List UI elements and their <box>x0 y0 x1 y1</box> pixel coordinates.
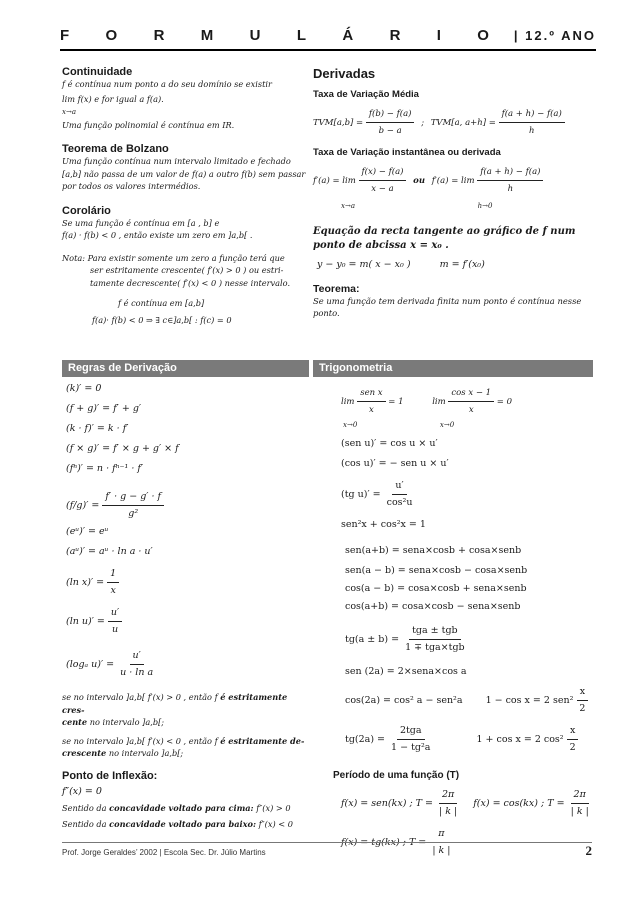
rule-ln-x <box>66 566 309 599</box>
rule-log-num: u′ <box>130 648 144 665</box>
continuidade-text: f é contínua num ponto a do seu domínio se existir <box>62 79 272 89</box>
rule-ln-u <box>66 605 309 638</box>
tvm2-fraction <box>499 106 565 139</box>
tvm1-fraction <box>366 106 415 139</box>
bolzano-formula1: f é contínua em [a,b] <box>118 298 205 308</box>
tg-sum-formula <box>345 623 593 656</box>
header-letter: L <box>296 27 307 44</box>
periodo-cos-fraction <box>568 787 592 820</box>
continuidade-title: Continuidade <box>62 66 133 78</box>
lim2-right: = 0 <box>496 397 513 407</box>
bolzano-title: Teorema de Bolzano <box>62 143 169 155</box>
teorema-text: Se uma função tem derivada finita num ponto é contínua nesse ponto. <box>313 295 582 318</box>
rule-log <box>66 648 309 681</box>
rule-ln-x-num: 1 <box>107 566 119 583</box>
crescente-text-a: se no intervalo ]a,b[ f′(x) > 0 , então f <box>62 692 218 702</box>
periodo-sen-fraction <box>436 787 460 820</box>
concavidade-baixo <box>62 818 309 831</box>
cos-identity-1-fraction <box>576 684 588 717</box>
derivadas-section <box>313 62 593 320</box>
tg-sum-left: tg(a ± b) = <box>345 633 400 645</box>
rule-exp-a: (aᵘ)′ = aᵘ · ln a · u′ <box>66 546 153 557</box>
tangent-line1: Equação da recta tangente ao gráfico de f num <box>313 225 576 237</box>
cos-identity-1: 1 − cos x = 2 sen² <box>485 694 574 706</box>
rule-scalar: (k · f)′ = k · f′ <box>66 423 129 434</box>
decrescente-text-a: se no intervalo ]a,b[ f′(x) < 0 , então f <box>62 735 218 746</box>
tvm-title: Taxa de Variação Média <box>313 89 419 100</box>
tvm2-num: f(a + h) − f(a) <box>499 106 565 123</box>
trig-limits <box>313 385 593 418</box>
decrescente-line2 <box>62 747 309 760</box>
corolario-line1: Se uma função é contínua em [a , b] e <box>62 217 220 228</box>
periodo-sen-num: 2π <box>439 787 457 804</box>
ou-label: ou <box>413 176 426 186</box>
d1-sub: x→a <box>341 202 355 210</box>
sum-formula: cos(a+b) = cosa×cosb − sena×senb <box>345 600 521 612</box>
crescente-text-c: cente <box>62 717 88 727</box>
rule-constant: (k)′ = 0 <box>66 383 102 394</box>
periodo-tg: f(x) = tg(kx) ; T = <box>341 836 427 848</box>
header-letter: I <box>436 27 442 44</box>
footer-credit: Prof. Jorge Geraldes’ 2002 | Escola Sec. Dr. Júlio Martins <box>62 848 266 857</box>
rule-quotient-den: g² <box>128 508 139 519</box>
deriv-tg <box>341 478 593 511</box>
cos-2a: cos(2a) = cos² a − sen²a <box>345 694 463 706</box>
left-column <box>62 62 309 326</box>
rule-log-left: (logₐ u)′ = <box>66 659 115 670</box>
cima-text-b: concavidade voltado para cima: <box>109 802 254 813</box>
lim1-den: x <box>368 405 374 415</box>
header-title <box>60 27 490 44</box>
tg-sum-fraction <box>402 623 468 656</box>
cima-text-c: f″(x) > 0 <box>256 802 291 813</box>
baixo-text-b: concavidade voltado para baixo: <box>109 819 256 829</box>
header-year-text: 12.º ANO <box>525 28 596 43</box>
crescente-line1 <box>62 691 309 716</box>
rule-quotient-left: (f/g)′ = <box>66 500 100 511</box>
inflexao-equation: f″(x) = 0 <box>62 785 102 797</box>
lim2-num: cos x − 1 <box>448 385 494 402</box>
tg-sum-den: 1 ∓ tga×tgb <box>405 641 465 653</box>
trig-title-bar: Trigonometria <box>313 360 593 377</box>
d1-den: x − a <box>371 184 394 194</box>
tangent-line3: x = x₀ . <box>410 239 449 251</box>
rule-ln-u-left: (ln u)′ = <box>66 616 105 627</box>
cos-identity-1-den: 2 <box>579 702 586 714</box>
deriv-sen: (sen u)′ = cos u × u′ <box>341 437 438 449</box>
periodo-sen-den: | k | <box>439 805 458 817</box>
tangent-title <box>313 225 593 253</box>
tangent-eq1: y − y₀ = m( x − x₀ ) <box>317 258 411 270</box>
rule-log-den: u · ln a <box>120 667 154 678</box>
d2-num: f(a + h) − f(a) <box>477 164 543 181</box>
d2-sub: h→0 <box>477 202 493 210</box>
lim2-left: lim <box>432 397 446 407</box>
nota-line3: tamente decrescente( f′(x) < 0 ) nesse intervalo. <box>90 277 291 288</box>
cos-identity-2-fraction <box>567 723 579 756</box>
d1-left: f′(a) = lim <box>313 176 356 186</box>
footer-rule <box>62 842 592 843</box>
sum-formula: sen(a − b) = sena×cosb − cosa×senb <box>345 564 528 576</box>
rule-product: (f × g)′ = f′ × g + g′ × f <box>66 443 179 454</box>
page-number: 2 <box>585 843 592 858</box>
teorema-title: Teorema: <box>313 282 360 295</box>
deriv-cos: (cos u)′ = − sen u × u′ <box>341 457 449 469</box>
lim1-num: sen x <box>357 385 385 402</box>
sum-formula: cos(a − b) = cosa×cosb + sena×senb <box>345 582 527 594</box>
header-letter: R <box>153 27 166 44</box>
corolario-line2: f(a) · f(b) < 0 , então existe um zero em ]a,b[ . <box>62 230 253 240</box>
rule-power: (fⁿ)′ = n · fⁿ⁻¹ · f′ <box>66 463 144 474</box>
deriv-tg-left: (tg u)′ = <box>341 488 381 500</box>
cos-identity-2-den: 2 <box>569 741 576 753</box>
continuidade-limit-sub: x→a <box>62 108 76 116</box>
header-letter: M <box>200 27 215 44</box>
bolzano-formula2: f(a)· f(b) < 0 ⇒ ∃ c∈]a,b[ : f(c) = 0 <box>92 314 232 325</box>
crescente-text-b: é estritamente cres- <box>62 692 288 715</box>
continuidade-limit-text: lim f(x) e for igual a f(a). <box>62 93 164 104</box>
tangent-eq2: m = f′(x₀) <box>439 258 485 270</box>
header-letter: R <box>389 27 402 44</box>
corolario-title: Corolário <box>62 204 111 217</box>
lim1-fraction <box>357 385 385 418</box>
tg-2a-left: tg(2a) = <box>345 733 385 745</box>
decrescente-line1 <box>62 735 309 748</box>
d1-num: f(x) − f(a) <box>359 164 407 181</box>
rule-ln-x-left: (ln x)′ = <box>66 577 105 588</box>
deriv-tg-den: cos²u <box>386 496 413 508</box>
lim1-left: lim <box>341 397 355 407</box>
rule-ln-x-den: x <box>110 585 116 596</box>
tvm-formulas <box>313 106 593 139</box>
rule-sum: (f + g)′ = f′ + g′ <box>66 403 142 414</box>
decrescente-text-d: no intervalo ]a,b[; <box>108 748 184 758</box>
header-rule <box>60 49 596 51</box>
rule-ln-u-fraction <box>108 605 122 638</box>
periodo-title: Período de uma função (T) <box>333 769 460 781</box>
tg-2a-fraction <box>388 723 433 756</box>
tvm2-den: h <box>528 126 535 136</box>
periodo-cos: f(x) = cos(kx) ; T = <box>473 797 565 809</box>
lim2-fraction <box>448 385 494 418</box>
page-header <box>60 27 596 53</box>
deriv-tg-num: u′ <box>392 478 406 495</box>
cos-identity-2: 1 + cos x = 2 cos² <box>476 733 564 745</box>
periodo-cos-num: 2π <box>571 787 589 804</box>
rule-quotient-fraction <box>102 489 164 522</box>
continuidade-limit <box>62 93 309 119</box>
header-letter: F <box>60 27 71 44</box>
rule-ln-u-num: u′ <box>108 605 122 622</box>
d1-fraction <box>359 164 407 197</box>
lim2-sub: x→0 <box>439 421 455 429</box>
tvm1-den: b − a <box>378 126 402 136</box>
rule-ln-x-fraction <box>107 566 119 599</box>
derivative-definitions <box>313 164 593 197</box>
deriv-tg-fraction <box>384 478 416 511</box>
header-letter: U <box>249 27 262 44</box>
bolzano-text: Uma função contínua num intervalo limitado e fechado [a,b] não passa de um valor de f(a) a outro f(b) sem passar por todos os valores intermédios. <box>62 156 306 191</box>
decrescente-text-c: crescente <box>62 748 107 758</box>
lim1-right: = 1 <box>388 397 404 407</box>
tvm1-left: TVM[a,b] = <box>313 118 364 128</box>
rule-quotient-num: f′ · g − g′ · f <box>102 489 164 506</box>
nota-line1: Nota: Para existir somente um zero a função terá que <box>62 252 285 263</box>
cos-2a-row <box>345 684 593 717</box>
sum-formula: sen(a+b) = sena×cosb + cosa×senb <box>345 544 522 556</box>
trig-limit-subs <box>313 418 593 432</box>
regras-section <box>62 360 309 831</box>
d2-fraction <box>477 164 543 197</box>
tg-sum-num: tga ± tgb <box>409 623 461 640</box>
sum-formulas <box>341 543 593 756</box>
periodo-cos-den: | k | <box>570 805 589 817</box>
cos-identity-2-num: x <box>567 723 578 740</box>
baixo-text-c: f″(x) < 0 <box>258 819 293 829</box>
tvm2-left: TVM[a, a+h] = <box>430 118 496 128</box>
header-letter: O <box>105 27 119 44</box>
periodo-tg-num: π <box>435 826 447 843</box>
cima-text-a: Sentido da <box>62 802 107 813</box>
decrescente-text-b: é estritamente de- <box>220 735 305 746</box>
lim2-den: x <box>468 405 474 415</box>
header-separator: | <box>513 28 520 43</box>
cos-identity-1-num: x <box>577 684 588 701</box>
d2-left: f′(a) = lim <box>431 176 475 186</box>
rule-quotient <box>66 489 309 522</box>
tvm1-num: f(b) − f(a) <box>366 106 415 123</box>
crescente-text-d: no intervalo ]a,b[; <box>89 717 165 727</box>
tvi-title: Taxa de Variação instantânea ou derivada <box>313 147 501 158</box>
derivadas-title: Derivadas <box>313 66 376 81</box>
nota-line2: ser estritamente crescente( f′(x) > 0 ) ou estri- <box>90 265 284 275</box>
derivative-limit-subs <box>313 199 593 213</box>
regras-title-bar: Regras de Derivação <box>62 360 309 377</box>
concavidade-cima <box>62 802 309 815</box>
header-year <box>514 28 596 43</box>
trig-section <box>313 360 593 859</box>
periodo-sen: f(x) = sen(kx) ; T = <box>341 797 433 809</box>
fundamental-identity: sen²x + cos²x = 1 <box>341 518 426 530</box>
d2-den: h <box>507 184 514 194</box>
continuidade-polynomial: Uma função polinomial é contínua em IR. <box>62 119 235 130</box>
tangent-equations <box>313 257 593 273</box>
periodo-tg-den: | k | <box>432 844 451 856</box>
rule-ln-u-den: u <box>111 624 119 635</box>
inflexao-title: Ponto de Inflexão: <box>62 769 158 782</box>
tvm-separator: ; <box>421 118 425 128</box>
lim1-sub: x→0 <box>343 421 358 429</box>
rule-log-fraction <box>117 648 156 681</box>
periodo-formulas <box>313 787 593 859</box>
header-letter: Á <box>342 27 355 44</box>
sen-2a: sen (2a) = 2×sena×cos a <box>345 665 467 677</box>
tg-2a-row <box>345 723 593 756</box>
tangent-line2: ponto de abcissa <box>313 239 407 251</box>
tg-2a-num: 2tga <box>397 723 425 740</box>
header-letter: O <box>477 27 490 44</box>
crescente-line2 <box>62 716 309 729</box>
periodo-sen-cos-row <box>341 787 593 820</box>
rule-exp-e: (eᵘ)′ = eᵘ <box>66 526 109 537</box>
baixo-text-a: Sentido da <box>62 819 107 829</box>
tg-2a-den: 1 − tg²a <box>391 741 431 753</box>
